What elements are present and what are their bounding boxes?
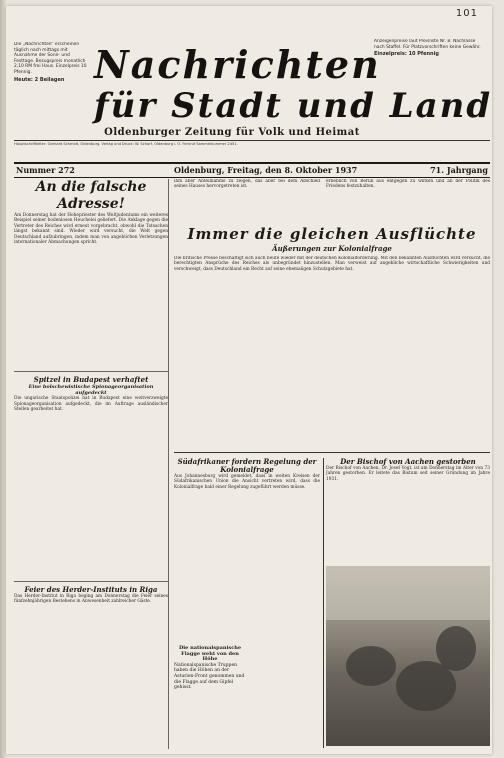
article-body-main: Die britische Presse beschäftigt sich auch heute wieder mit der deutschen Kolonialforderung. Mit den bekannten Ausflüchten wird versucht, die berechtigten Ansprüche des Reiches als unbegründet hinzustellen. Man verweist auf angebliche wirtschaftliche Schwierigkeiten und verschweigt, dass Deutschland ein Recht auf seine ehemaligen Schutzgebiete hat. [174,256,490,272]
page-number: 101 [455,8,478,19]
article-body-falsche-adresse: Am Donnerstag hat der Hohepriester des Weltjudentums ein weiteres Beispiel seiner bodenlosen Heuchelei geliefert. Die Anklage gegen die Vertreter des Reiches wird erneut vorgebracht, obwohl die Tatsachen längst bekannt sind. Wieder wird versucht, die Welt gegen Deutschland aufzubringen, indem man von angeblichen Verletzungen internationaler Abmachungen spricht. [14,213,168,246]
photo-figure [436,626,476,671]
article-body-bischof: Der Bischof von Aachen, Dr. Josef Vogt, ist am Donnerstag im Alter von 73 Jahren gestorben. Er leitete das Bistum seit seiner Gründung im Jahre 1931. [326,466,490,482]
advertising-text: Anzeigenpreise laut Preisliste Nr. 8. Nachlässe nach Staffel. Für Platzvorschriften keine Gewähr. [374,39,481,50]
photo-caption-title: Die nationalspanische Flagge weht von den Höhe [178,645,242,663]
article-title-suedafrika: Südafrikaner fordern Regelung der Kolonialfrage [177,458,317,474]
mid-top-text: ihm aber Anteilnahme zu zeigen, das aber bei dem Abschied seines Hauses hervorgetreten ist. [174,179,320,190]
advertising-info [374,39,486,111]
subscription-text: Die „Nachrichten“ erscheinen täglich nach mittags mit Ausnahme der Sonn- und Festtage. Bezugspreis monatlich 2,10 RM frei Haus. Einzelpreis 10 Pfennig. [14,42,87,75]
right-top-text: erheblich von Berlin aus entgegen zu wirken und an der Politik des Friedens festzuhalten. [326,179,490,190]
article-title-bischof: Der Bischof von Aachen gestorben [340,458,476,466]
masthead-subtitle: Oldenburger Zeitung für Volk und Heimat [104,127,360,138]
article-title-budapest: Spitzel in Budapest verhaftet [33,375,149,385]
column-divider [14,245,168,372]
newspaper-page [6,6,492,754]
headline-main-subtitle: Äußerungen zur Kolonialfrage [272,244,392,253]
photo-caption-text: Nationalspanische Truppen haben die Höhen an der Asturien-Front genommen und die Flagge auf dem Gipfel gehisst. [174,662,245,691]
single-price-note: Einzelpreis: 10 Pfennig [374,51,439,58]
article-title-falsche-adresse: An die falsche Adresse! [35,179,147,212]
supplement-note: Heute: 2 Beilagen [14,76,65,83]
issue-date: Oldenburg, Freitag, den 8. Oktober 1937 [174,165,358,175]
article-subtitle-budapest: Eine bolschewistische Spionageorganisation aufgedeckt [28,384,154,397]
headline-main: Immer die gleichen Ausflüchte [187,225,477,243]
section-rule [174,452,490,453]
photo-sky [326,566,490,620]
article-body-suedafrika: Aus Johannesburg wird gemeldet, dass in weiten Kreisen der Südafrikanischen Union die Ansicht vertreten wird, dass die Kolonialfrage bald einer Regelung zugeführt werden müsse. [174,474,320,490]
article-title-riga: Feier des Herder-Instituts in Riga [24,584,158,594]
news-photo [326,566,490,746]
masthead-line2: für Stadt und Land [94,86,492,126]
masthead-line1: Nachrichten [94,42,381,87]
imprint-line: Hauptschriftleiter: Gerhard Schmidt, Oldenburg. Verlag und Druck: W. Scharf, Oldenburg i. O. Fernruf Sammelnummer 2451. [14,140,490,160]
column-divider [14,413,168,582]
subscription-info [14,42,88,116]
article-body-budapest: Die ungarische Staatspolizei hat in Budapest eine weitverzweigte Spionageorganisation aufgedeckt, die im Auftrage ausländischer Stellen gearbeitet hat. [14,396,168,413]
volume-year: 71. Jahrgang [430,165,488,175]
article-suedafrika [174,458,320,638]
issue-number: Nummer 272 [16,165,75,175]
photo-figure [346,646,396,686]
article-body-riga: Das Herder-Institut in Riga beging am Donnerstag die Feier seines fünfzehnjährigen Bestehens in Anwesenheit zahlreicher Gäste. [14,593,168,605]
article-bischof [326,458,490,562]
photo-caption [174,646,246,691]
dateline [14,162,490,178]
left-column [14,179,169,749]
column-rule [323,458,324,748]
